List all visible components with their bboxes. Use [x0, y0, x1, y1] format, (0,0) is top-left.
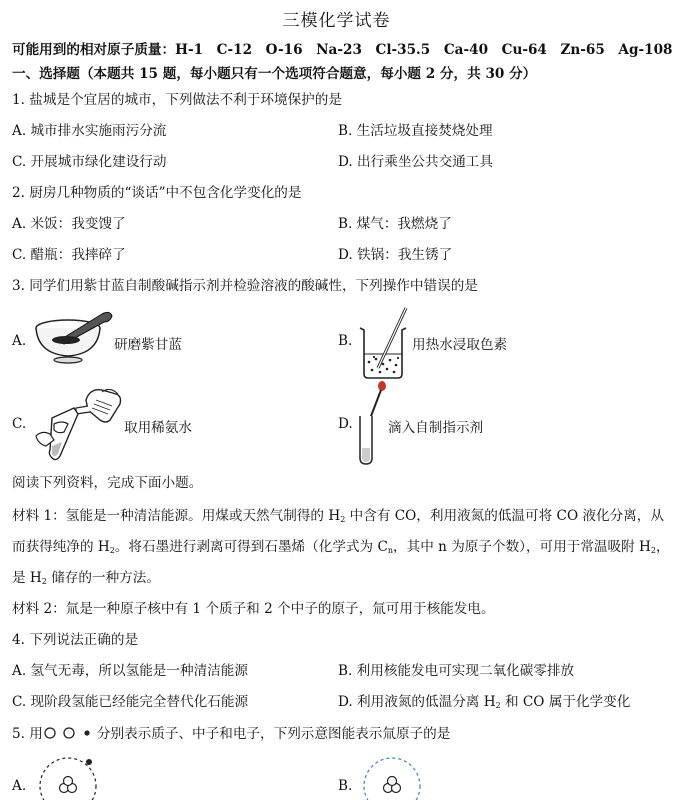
question-2-stem: 2. 厨房几种物质的“谈话”中不包含化学变化的是 [12, 185, 302, 201]
question-4-stem: 4. 下列说法正确的是 [12, 632, 139, 648]
q3-option-d-text: 滴入自制指示剂 [388, 420, 484, 436]
atomic-mass-line: 可能用到的相对原子质量：H-1 C-12 O-16 Na-23 Cl-35.5 Ca-40 Cu-64 Zn-65 Ag-108 [12, 42, 673, 58]
material-2: 材料 2：氚是一种原子核中有 1 个质子和 2 个中子的原子，氚可用于核能发电。 [12, 601, 495, 617]
q2-option-c: C. 醋瓶：我摔碎了 [12, 247, 126, 263]
mortar-pestle-icon [30, 306, 114, 364]
atom-diagram-b-icon [356, 752, 428, 800]
q3-option-c-letter: C. [12, 416, 27, 432]
section-heading: 一、选择题（本题共 15 题，每小题只有一个选项符合题意，每小题 2 分，共 30 分） [12, 66, 537, 82]
q1-option-a: A. 城市排水实施雨污分流 [12, 123, 167, 139]
q3-option-c-text: 取用稀氨水 [124, 420, 192, 436]
q3-option-d-letter: D. [338, 416, 353, 432]
q2-option-a: A. 米饭：我变馊了 [12, 216, 126, 232]
reading-intro: 阅读下列资料，完成下面小题。 [12, 475, 203, 491]
q4-option-a: A. 氢气无毒，所以氢能是一种清洁能源 [12, 663, 248, 679]
q3-option-b-text: 用热水浸取色素 [412, 337, 508, 353]
material-1-line-1: 材料 1：氢能是一种清洁能源。用煤或天然气制得的 $H_2$ 中含有 CO，利用液氮的低温可将 CO 液化分离，从 [12, 508, 664, 524]
q3-option-a-letter: A. [12, 333, 27, 349]
question-3-stem: 3. 同学们用紫甘蓝自制酸碱指示剂并检验溶液的酸碱性，下列操作中错误的是 [12, 278, 478, 294]
q1-option-b: B. 生活垃圾直接焚烧处理 [338, 123, 493, 139]
q5-option-b-letter: B. [338, 778, 353, 794]
beaker-icon [354, 302, 414, 380]
atom-diagram-a-icon [36, 752, 100, 800]
q1-option-c: C. 开展城市绿化建设行动 [12, 154, 167, 170]
pouring-bottle-icon [32, 384, 124, 464]
q4-option-b: B. 利用核能发电可实现二氧化碳零排放 [338, 663, 575, 679]
q3-option-a-text: 研磨紫甘蓝 [114, 337, 182, 353]
question-1-stem: 1. 盐城是个宜居的城市，下列做法不利于环境保护的是 [12, 92, 342, 108]
q2-option-b: B. 煤气：我燃烧了 [338, 216, 452, 232]
dropper-test-tube-icon [354, 380, 390, 466]
particle-legend-icon [43, 726, 97, 740]
q4-option-d: D. 利用液氮的低温分离 $H_2$ 和 CO 属于化学变化 [338, 694, 631, 710]
material-1-line-3: 是 $H_2$ 储存的一种方法。 [12, 570, 160, 586]
q1-option-d: D. 出行乘坐公共交通工具 [338, 154, 493, 170]
material-1-line-2: 而获得纯净的 $H_2$。将石墨进行剥离可得到石墨烯（化学式为 $C_n$，其中 n 为原子个数），可用于常温吸附 $H_2$， [12, 539, 670, 555]
q2-option-d: D. 铁锅：我生锈了 [338, 247, 453, 263]
question-5-stem: 5. 用 分别表示质子、中子和电子，下列示意图能表示氚原子的是 [12, 726, 451, 742]
q5-option-a-letter: A. [12, 778, 27, 794]
q3-option-b-letter: B. [338, 333, 353, 349]
page-title: 三模化学试卷 [282, 11, 391, 31]
q4-option-c: C. 现阶段氢能已经能完全替代化石能源 [12, 694, 249, 710]
